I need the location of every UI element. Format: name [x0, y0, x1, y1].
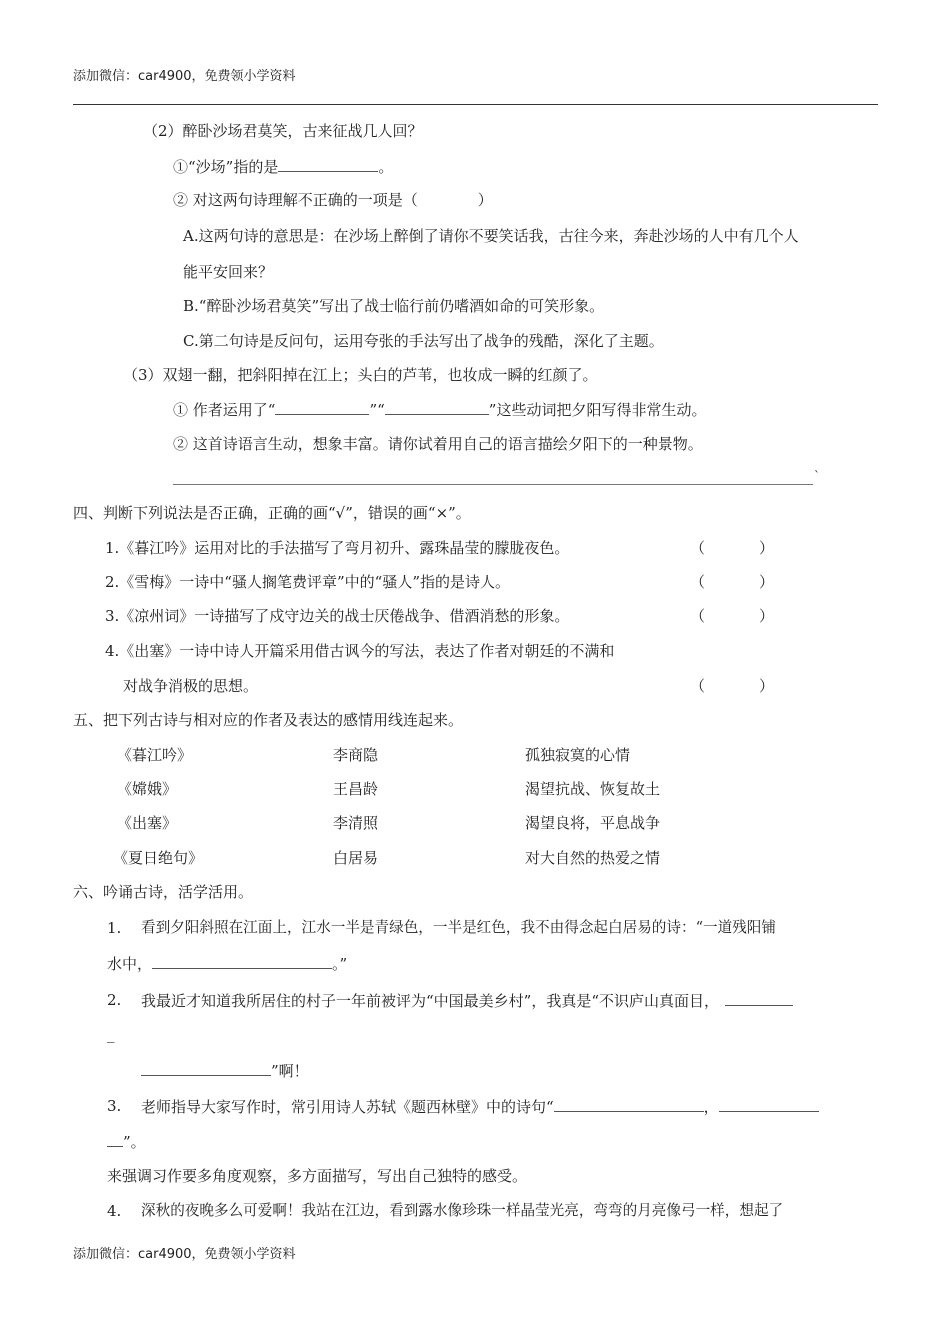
q3-sub1-blank-2[interactable]: [385, 399, 489, 415]
s6-item1-line2: [107, 953, 347, 974]
paren-open: （: [690, 539, 706, 557]
section6-title: 六、吟诵古诗，活学活用。: [73, 883, 254, 901]
q3-prompt: （3）双翅一翻，把斜阳掉在江上；头白的芦苇，也妆成一瞬的红颜了。: [123, 366, 598, 384]
q3-sub1-text-a: ① 作者运用了“: [173, 401, 276, 419]
feeling-1[interactable]: 孤独寂寞的心情: [525, 746, 631, 764]
author-1[interactable]: 李商隐: [333, 746, 379, 764]
section4-answer-1[interactable]: [690, 538, 774, 558]
s6-item2-number: 2.: [107, 991, 122, 1009]
s6-item2-blank-2[interactable]: [141, 1060, 271, 1076]
q3-sub1-text-b: ”“: [369, 401, 385, 419]
s6-item2-text: 我最近才知道我所居住的村子一年前被评为“中国最美乡村”，我真是“不识庐山真面目，: [141, 992, 720, 1010]
section4-answer-4[interactable]: [690, 676, 774, 696]
section4-answer-3[interactable]: [690, 606, 774, 626]
q2-prompt: （2）醉卧沙场君莫笑，古来征战几人回？: [143, 122, 423, 140]
q3-sub1-blank-1[interactable]: [275, 399, 369, 415]
s6-item3-comma: ，: [703, 1098, 719, 1116]
header-note: 添加微信：car4900，免费领小学资料: [73, 69, 296, 84]
q3-stray-mark: `: [814, 469, 820, 483]
q2-option-a-line2: 能平安回来？: [183, 263, 274, 281]
footer-note: 添加微信：car4900，免费领小学资料: [73, 1247, 296, 1262]
q2-sub1-end: 。: [378, 158, 394, 176]
s6-item3-line1: [141, 1096, 819, 1117]
q3-sub1-text-c: ”这些动词把夕阳写得非常生动。: [488, 401, 707, 419]
section4-item-2: 2.《雪梅》一诗中“骚人搁笔费评章”中的“骚人”指的是诗人。: [105, 573, 510, 591]
paren-close: ）: [759, 539, 775, 557]
s6-item2-end: ”啊！: [271, 1062, 309, 1080]
author-4[interactable]: 白居易: [333, 849, 379, 867]
q3-sub1: [173, 399, 706, 420]
feeling-2[interactable]: 渴望抗战、恢复故土: [525, 780, 661, 798]
s6-item3-blank-2[interactable]: [719, 1096, 819, 1112]
s6-item2-blank-1[interactable]: [725, 990, 793, 1006]
paren-close: ）: [759, 607, 775, 625]
q2-option-b: B.“醉卧沙场君莫笑”写出了战士临行前仍嗜酒如命的可笑形象。: [183, 297, 605, 315]
s6-item1-end: 。”: [332, 955, 348, 973]
q2-sub2-close: ）: [477, 191, 493, 209]
header-rule: [73, 104, 878, 105]
feeling-4[interactable]: 对大自然的热爱之情: [525, 849, 661, 867]
s6-item2-line1: [141, 990, 793, 1011]
s6-item2-line3: [141, 1060, 309, 1081]
s6-item1-blank[interactable]: [152, 953, 332, 969]
q3-sub2: ② 这首诗语言生动，想象丰富。请你试着用自己的语言描绘夕阳下的一种景物。: [173, 435, 703, 453]
q2-sub1: [173, 156, 393, 177]
poem-2[interactable]: 《嫦娥》: [117, 780, 178, 798]
s6-item3-line3: 来强调习作要多角度观察，多方面描写，写出自己独特的感受。: [107, 1167, 528, 1185]
s6-item3-end: ”。: [123, 1133, 146, 1151]
q2-option-a-line1: A.这两句诗的意思是：在沙场上醉倒了请你不要笑话我，古往今来，奔赴沙场的人中有几个人: [183, 227, 799, 245]
s6-item3-text: 老师指导大家写作时，常引用诗人苏轼《题西林壁》中的诗句“: [141, 1098, 554, 1116]
q2-option-c: C.第二句诗是反问句，运用夸张的手法写出了战争的残酷，深化了主题。: [183, 332, 664, 350]
poem-4[interactable]: 《夏日绝句》: [113, 849, 204, 867]
s6-item3-number: 3.: [107, 1097, 122, 1115]
s6-item3-blank-1[interactable]: [554, 1096, 704, 1112]
s6-item1-number: 1.: [107, 919, 122, 937]
s6-item3-blank-2-cont[interactable]: [107, 1131, 123, 1147]
section4-item-3: 3.《凉州词》一诗描写了戍守边关的战士厌倦战争、借酒消愁的形象。: [105, 607, 570, 625]
s6-item2-dash: _: [107, 1025, 115, 1043]
q2-sub2: [173, 190, 493, 210]
q3-answer-line[interactable]: [173, 484, 813, 485]
s6-item1-text: 水中，: [107, 955, 153, 973]
section4-title: 四、判断下列说法是否正确，正确的画“√”，错误的画“×”。: [73, 504, 471, 522]
poem-1[interactable]: 《暮江吟》: [117, 746, 193, 764]
paren-close: ）: [759, 573, 775, 591]
s6-item4-line1: 深秋的夜晚多么可爱啊！我站在江边，看到露水像珍珠一样晶莹光亮，弯弯的月亮像弓一样，想起了: [141, 1202, 784, 1219]
poem-3[interactable]: 《出塞》: [117, 814, 178, 832]
paren-open: （: [690, 677, 706, 695]
author-3[interactable]: 李清照: [333, 814, 379, 832]
section4-item-4: 4.《出塞》一诗中诗人开篇采用借古讽今的写法，表达了作者对朝廷的不满和: [105, 642, 615, 660]
q2-sub1-text: ①“沙场”指的是: [173, 158, 279, 176]
paren-open: （: [690, 607, 706, 625]
s6-item4-number: 4.: [107, 1202, 122, 1220]
paren-close: ）: [759, 677, 775, 695]
section4-answer-2[interactable]: [690, 572, 774, 592]
paren-open: （: [690, 573, 706, 591]
author-2[interactable]: 王昌龄: [333, 780, 379, 798]
s6-item1-line1: 看到夕阳斜照在江面上，江水一半是青绿色，一半是红色，我不由得念起白居易的诗：“一道残阳铺: [141, 919, 776, 936]
q2-sub2-text: ② 对这两句诗理解不正确的一项是（: [173, 191, 418, 209]
q2-sub1-blank[interactable]: [278, 156, 378, 172]
section4-item-4-cont: 对战争消极的思想。: [123, 677, 259, 695]
s6-item3-line2: [107, 1131, 146, 1152]
feeling-3[interactable]: 渴望良将，平息战争: [525, 814, 661, 832]
section5-title: 五、把下列古诗与相对应的作者及表达的感情用线连起来。: [73, 711, 464, 729]
section4-item-1: 1.《暮江吟》运用对比的手法描写了弯月初升、露珠晶莹的朦胧夜色。: [105, 539, 570, 557]
